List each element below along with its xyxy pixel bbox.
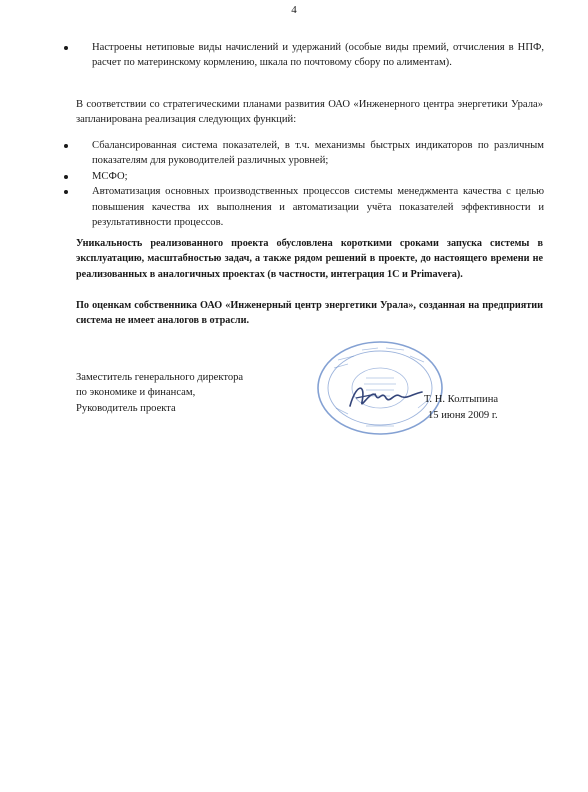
page-number: 4 [291,4,297,16]
list-item [62,138,544,169]
bullet-icon [64,46,68,50]
bullet-icon [64,144,68,148]
list-item [62,169,544,184]
bullet-icon [64,190,68,194]
list-item-text: Настроены нетиповые виды начислений и удержаний (особые виды премий, отчисления в НПФ, расчет по материнскому кормлению, шкала по почтовому сбору по алиментам). [92,42,544,69]
signatory-line-1: Заместитель генерального директора [76,372,244,383]
signer-name: Т. Н. Колтыпина [424,394,499,405]
signatory-title [76,370,243,416]
list-item [62,40,544,71]
signatory-line-2: по экономике и финансам, [76,387,196,399]
estimate-paragraph: По оценкам собственника ОАО «Инженерный центр энергетики Урала», созданная на предприятии система не имеет аналогов в отрасли. [76,300,543,327]
bullet-list-planned-functions [62,138,544,230]
list-item [62,184,544,230]
bullet-list-settings [62,40,544,71]
list-item-text: Автоматизация основных производственных процессов системы менеджмента качества с целью повышения качества их выполнения и автоматизации учёта показателей эффективности и результативности процессов. [92,186,544,229]
handwritten-signature-icon [346,378,426,414]
signing-date: 15 июня 2009 г. [428,410,498,421]
signatory-line-3: Руководитель проекта [76,402,176,414]
list-item-text: МСФО; [92,170,128,182]
uniqueness-paragraph: Уникальность реализованного проекта обусловлена короткими сроками запуска системы в эксплуатацию, масштабностью задач, а также рядом решений в проекте, до настоящего времени не реализованных в аналогичных проектах (в частности, интеграция 1С и Primavera). [76,238,543,280]
list-item-text: Сбалансированная система показателей, в т.ч. механизмы быстрых индикаторов по различным показателям для руководителей различных уровней; [92,140,544,167]
intro-paragraph: В соответствии со стратегическими планами развития ОАО «Инженерного центра энергетики Урала» запланирована реализация следующих функций: [76,99,543,126]
bullet-icon [64,175,68,179]
